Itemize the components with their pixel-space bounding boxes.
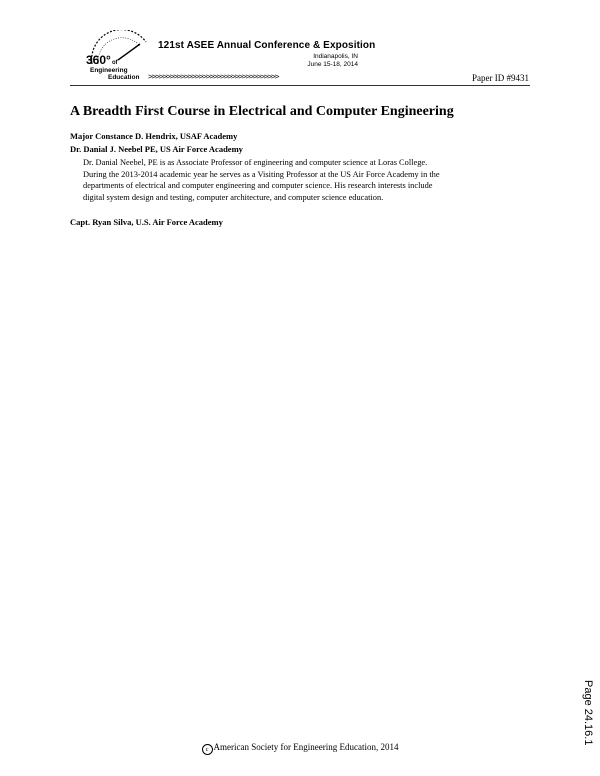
conference-location xyxy=(290,53,358,69)
logo-text-of: of xyxy=(112,60,118,66)
paper-title: A Breadth First Course in Electrical and Computer Engineering xyxy=(70,104,454,119)
header-chevrons: >>>>>>>>>>>>>>>>>>>>>>>>>>>>>>>>>>>> xyxy=(148,72,279,81)
bio-line: digital system design and testing, computer architecture, and computer science education. xyxy=(83,192,384,202)
copyright-icon: c xyxy=(202,744,213,755)
bio-line: Dr. Danial Neebel, PE is as Associate Professor of engineering and computer science at Loras College. xyxy=(83,158,428,167)
bio-line: During the 2013-2014 academic year he serves as a Visiting Professor at the US Air Force Academy in the xyxy=(83,169,440,179)
copyright-text: American Society for Engineering Education, 2014 xyxy=(213,742,399,752)
paper-id: Paper ID #9431 xyxy=(472,73,529,83)
logo-text-360: 360° xyxy=(86,53,111,67)
conference-title: 121st ASEE Annual Conference & Exposition xyxy=(158,40,376,51)
page-number: Page 24.16.1 xyxy=(582,680,594,746)
author-2-bio xyxy=(83,157,523,203)
logo-text-education: Education xyxy=(108,74,140,80)
conference-city: Indianapolis, IN xyxy=(313,53,358,60)
copyright-footer xyxy=(0,742,600,755)
author-1: Major Constance D. Hendrix, USAF Academy xyxy=(70,131,238,141)
author-2: Dr. Danial J. Neebel PE, US Air Force Academy xyxy=(70,144,243,154)
header-divider xyxy=(70,85,530,86)
conference-dates: June 15-18, 2014 xyxy=(307,61,358,68)
bio-line: departments of electrical and computer engineering and computer science. His research interests include xyxy=(83,181,433,190)
author-3: Capt. Ryan Silva, U.S. Air Force Academy xyxy=(70,217,223,227)
logo-text-engineering: Engineering xyxy=(90,67,128,74)
